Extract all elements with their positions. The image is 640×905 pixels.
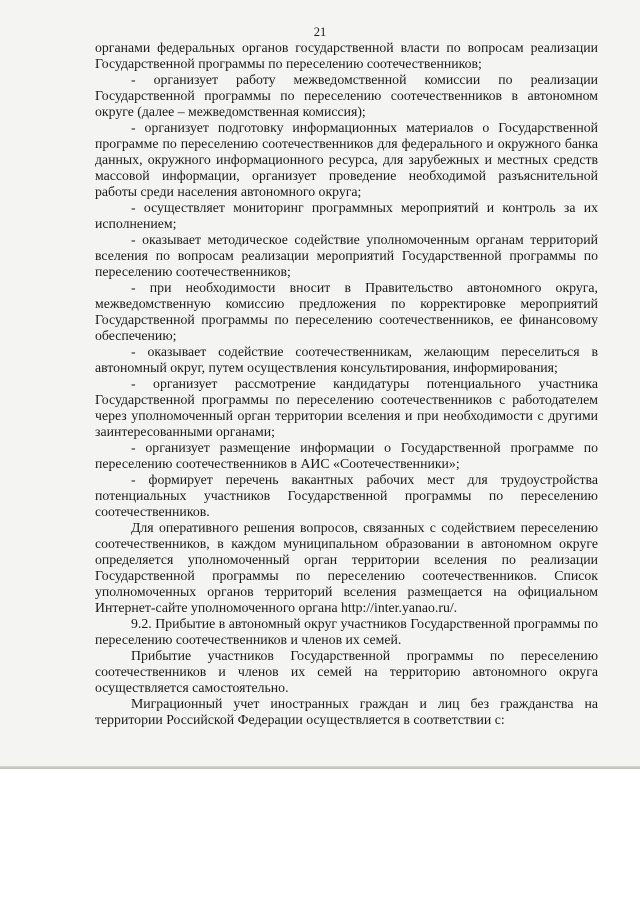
paragraph-migration-registration: Миграционный учет иностранных граждан и лиц без гражданства на территории Российской Федерации осуществляется в соответствии с: (95, 696, 598, 727)
list-item-info-materials: - организует подготовку информационных материалов о Государственной программе по переселению соотечественников для федерального и окружного банка данных, окружного информационного ресурса, для зарубежных и местных средств массовой информации, организует проведение необходимой разъяснительной работы среди населения автономного округа; (95, 120, 598, 199)
document-body (95, 40, 598, 728)
list-item-candidate-review: - организует рассмотрение кандидатуры потенциального участника Государственной программы по переселению соотечественников с работодателем через уполномоченный орган территории вселения и при необходимости с другими заинтересованными органами; (95, 376, 598, 439)
list-item-monitoring: - осуществляет мониторинг программных мероприятий и контроль за их исполнением; (95, 200, 598, 231)
section-heading-9-2: 9.2. Прибытие в автономный округ участников Государственной программы по переселению соотечественников и членов их семей. (95, 616, 598, 647)
list-item-ais-posting: - организует размещение информации о Государственной программе по переселению соотечественников в АИС «Соотечественники»; (95, 440, 598, 471)
list-item-methodical-support: - оказывает методическое содействие уполномоченным органам территорий вселения по вопросам реализации мероприятий Государственной программы по переселению соотечественников; (95, 232, 598, 279)
list-item-consulting: - оказывает содействие соотечественникам, желающим переселиться в автономный округ, путем осуществления консультирования, информирования; (95, 344, 598, 375)
blank-area (0, 769, 640, 905)
page-number: 21 (313, 25, 327, 39)
paragraph-authorized-bodies: Для оперативного решения вопросов, связанных с содействием переселению соотечественников, в каждом муниципальном образовании в автономном округе определяется уполномоченный орган территории вселения по реализации Государственной программы по переселению соотечественников. Список уполномоченных органов территорий вселения размещается на официальном Интернет-сайте уполномоченного органа http://inter.yanao.ru/. (95, 520, 598, 615)
list-item-commission: - организует работу межведомственной комиссии по реализации Государственной программы по переселению соотечественников в автономном округе (далее – межведомственная комиссия); (95, 72, 598, 119)
paragraph-continuation: органами федеральных органов государственной власти по вопросам реализации Государственной программы по переселению соотечественников; (95, 40, 598, 71)
list-item-vacancies: - формирует перечень вакантных рабочих мест для трудоустройства потенциальных участников Государственной программы по переселению соотечественников. (95, 472, 598, 519)
list-item-proposals: - при необходимости вносит в Правительство автономного округа, межведомственную комиссию предложения по корректировке мероприятий Государственной программы по переселению соотечественников, ее финансовому обеспечению; (95, 280, 598, 343)
paragraph-arrival: Прибытие участников Государственной программы по переселению соотечественников и членов их семей на территорию автономного округа осуществляется самостоятельно. (95, 648, 598, 695)
